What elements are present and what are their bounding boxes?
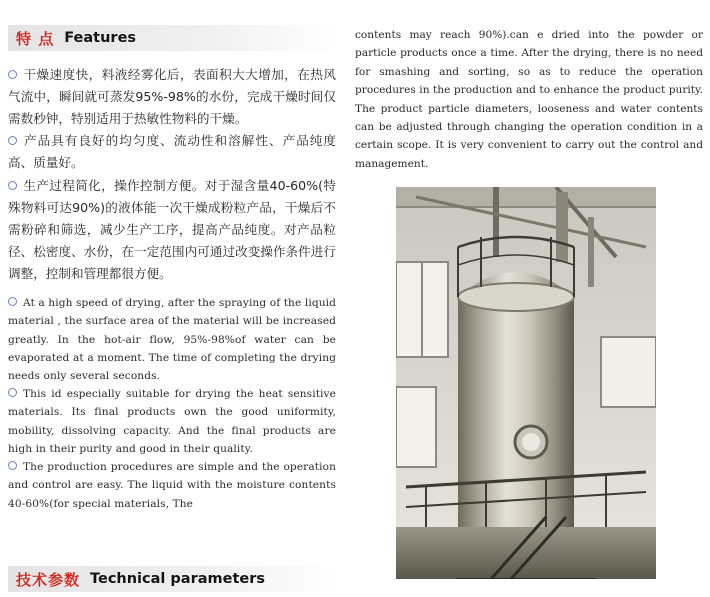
bullet-circle-icon [8,461,17,470]
bullet-circle-icon [8,181,17,190]
features-heading-en: Features [64,30,137,46]
zh-feature-1 [8,64,336,130]
en-feature-3 [8,458,336,513]
zh-feature-2 [8,130,336,174]
en-feature-1-text: At a high speed of drying, after the spraying of the liquid material , the surface area of the material will be increased greatly. In the hot-air flow, 95%-98%of water can be evaporated at a moment. The time of completing the drying needs only several seconds. [8,297,336,383]
bullet-circle-icon [8,136,17,145]
en-feature-3-continued: contents may reach 90%).can e dried into the powder or particle products once a time. After the drying, there is no need for smashing and sorting, so as to reduce the operation procedures in the production and to enhance the product purity. The product particle diameters, looseness and water contents can be adjusted through changing the operation condition in a certain scope. It is very convenient to carry out the control and management. [355,29,703,170]
features-heading-zh: 特 点 [16,29,55,48]
technical-parameters-heading-zh: 技术参数 [16,570,81,589]
zh-feature-3-text: 生产过程简化，操作控制方便。对于湿含量40-60%(特殊物料可达90%)的液体能一次干燥成粉粒产品，干燥后不需粉碎和筛选，减少生产工序，提高产品纯度。对产品粒径、松密度、水份，在一定范围内可通过改变操作条件进行调整，控制和管理都很方便。 [8,178,336,281]
en-feature-3-text: The production procedures are simple and the operation and control are easy. The liquid with the moisture contents 40-60%(for special materials, The [8,461,336,510]
bullet-circle-icon [8,297,17,306]
features-heading [8,25,342,51]
zh-feature-1-text: 干燥速度快，料液经雾化后，表面积大大增加，在热风气流中，瞬间就可蒸发95%-98%的水份，完成干燥时间仅需数秒钟，特别适用于热敏性物料的干燥。 [8,67,336,126]
bullet-circle-icon [8,388,17,397]
bullet-circle-icon [8,70,17,79]
en-feature-1 [8,294,336,385]
spray-dryer-photo [396,187,656,579]
technical-parameters-heading [8,566,342,592]
zh-feature-2-text: 产品具有良好的均匀度、流动性和溶解性、产品纯度高、质量好。 [8,133,336,170]
en-feature-2-text: This id especially suitable for drying the heat sensitive materials. Its final products own the good uniformity, mobility, dissolving capacity. And the final products are high in their purity and good in their quality. [8,388,336,455]
technical-parameters-heading-en: Technical parameters [90,571,266,587]
zh-feature-3 [8,175,336,285]
en-feature-2 [8,385,336,458]
